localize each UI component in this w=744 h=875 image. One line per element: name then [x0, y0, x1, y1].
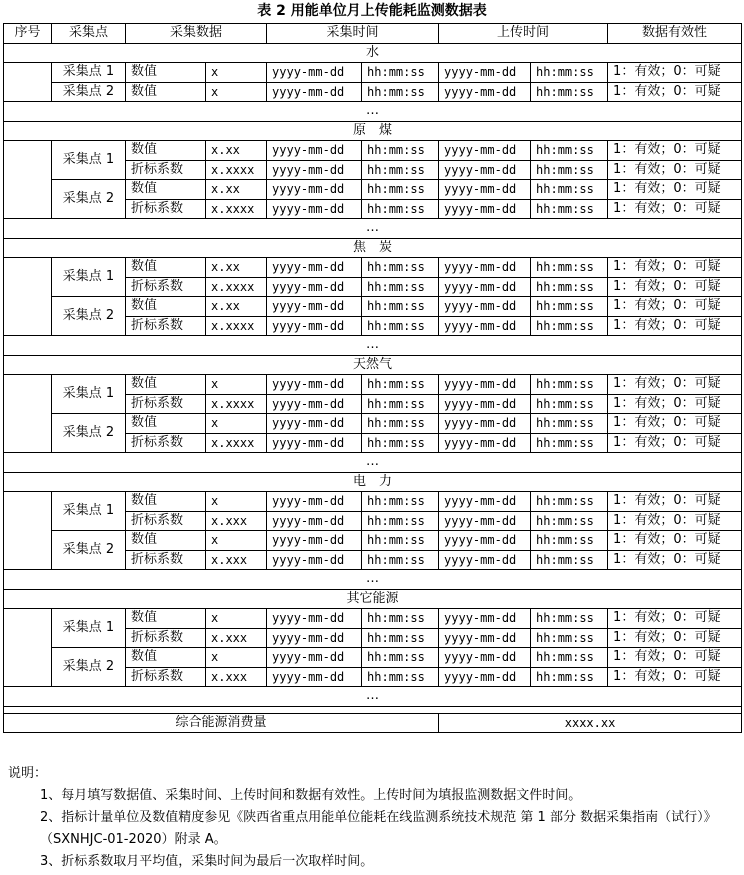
validity: 1：有效；0：可疑	[608, 297, 742, 317]
point-label: 采集点 1	[52, 258, 126, 297]
section-title: 水	[4, 43, 742, 63]
collect-date: yyyy-mm-dd	[267, 648, 362, 668]
data-value: x	[206, 609, 267, 629]
collect-time: hh:mm:ss	[362, 82, 439, 102]
validity: 1：有效；0：可疑	[608, 375, 742, 395]
upload-date: yyyy-mm-dd	[439, 394, 531, 414]
data-item: 折标系数	[126, 550, 206, 570]
table-title: 表 2 用能单位月上传能耗监测数据表	[257, 3, 487, 19]
point-label: 采集点 2	[52, 297, 126, 336]
collect-time: hh:mm:ss	[362, 628, 439, 648]
validity: 1：有效；0：可疑	[608, 609, 742, 629]
collect-date: yyyy-mm-dd	[267, 277, 362, 297]
point-label: 采集点 1	[52, 63, 126, 83]
ellipsis: …	[4, 336, 742, 356]
validity: 1：有效；0：可疑	[608, 628, 742, 648]
upload-date: yyyy-mm-dd	[439, 82, 531, 102]
collect-time: hh:mm:ss	[362, 141, 439, 161]
upload-time: hh:mm:ss	[531, 667, 608, 687]
collect-time: hh:mm:ss	[362, 316, 439, 336]
collect-date: yyyy-mm-dd	[267, 414, 362, 434]
validity: 1：有效；0：可疑	[608, 258, 742, 278]
table-row	[4, 531, 742, 551]
section-title: 焦 炭	[4, 238, 742, 258]
validity: 1：有效；0：可疑	[608, 433, 742, 453]
upload-time: hh:mm:ss	[531, 63, 608, 83]
point-label: 采集点 2	[52, 82, 126, 102]
collect-date: yyyy-mm-dd	[267, 609, 362, 629]
data-item: 折标系数	[126, 628, 206, 648]
section-row	[4, 238, 742, 258]
collect-time: hh:mm:ss	[362, 648, 439, 668]
validity: 1：有效；0：可疑	[608, 511, 742, 531]
collect-time: hh:mm:ss	[362, 609, 439, 629]
data-item: 数值	[126, 82, 206, 102]
upload-time: hh:mm:ss	[531, 180, 608, 200]
upload-time: hh:mm:ss	[531, 511, 608, 531]
validity: 1：有效；0：可疑	[608, 141, 742, 161]
section-title: 其它能源	[4, 589, 742, 609]
upload-time: hh:mm:ss	[531, 160, 608, 180]
collect-date: yyyy-mm-dd	[267, 258, 362, 278]
collect-date: yyyy-mm-dd	[267, 82, 362, 102]
table-header-row	[4, 24, 742, 44]
collect-date: yyyy-mm-dd	[267, 492, 362, 512]
upload-date: yyyy-mm-dd	[439, 609, 531, 629]
data-item: 数值	[126, 63, 206, 83]
upload-time: hh:mm:ss	[531, 550, 608, 570]
data-value: x.xxx	[206, 550, 267, 570]
collect-time: hh:mm:ss	[362, 160, 439, 180]
data-value: x	[206, 492, 267, 512]
collect-date: yyyy-mm-dd	[267, 160, 362, 180]
data-item: 数值	[126, 180, 206, 200]
validity: 1：有效；0：可疑	[608, 82, 742, 102]
upload-date: yyyy-mm-dd	[439, 199, 531, 219]
data-item: 折标系数	[126, 511, 206, 531]
table-row	[4, 180, 742, 200]
table-row	[4, 648, 742, 668]
upload-date: yyyy-mm-dd	[439, 63, 531, 83]
upload-date: yyyy-mm-dd	[439, 628, 531, 648]
note-item-1: 1、每月填写数据值、采集时间、上传时间和数据有效性。上传时间为填报监测数据文件时间。	[40, 788, 582, 803]
upload-time: hh:mm:ss	[531, 414, 608, 434]
upload-date: yyyy-mm-dd	[439, 550, 531, 570]
validity: 1：有效；0：可疑	[608, 414, 742, 434]
data-value: x.xxxx	[206, 199, 267, 219]
point-label: 采集点 2	[52, 414, 126, 453]
ellipsis-row	[4, 453, 742, 473]
data-value: x.xx	[206, 180, 267, 200]
table-row	[4, 609, 742, 629]
upload-date: yyyy-mm-dd	[439, 414, 531, 434]
header-data: 采集数据	[126, 24, 267, 44]
data-item: 折标系数	[126, 160, 206, 180]
validity: 1：有效；0：可疑	[608, 492, 742, 512]
upload-date: yyyy-mm-dd	[439, 511, 531, 531]
collect-time: hh:mm:ss	[362, 433, 439, 453]
header-validity: 数据有效性	[608, 24, 742, 44]
note-item-2: 2、指标计量单位及数值精度参见《陕西省重点用能单位能耗在线监测系统技术规范 第 1 部分 数据采集指南（试行）》（SXNHJC-01-2020）附录 A。	[40, 810, 717, 847]
spacer-cell	[4, 706, 742, 713]
spacer-row	[4, 706, 742, 713]
data-value: x.xxxx	[206, 277, 267, 297]
collect-time: hh:mm:ss	[362, 180, 439, 200]
collect-time: hh:mm:ss	[362, 394, 439, 414]
upload-time: hh:mm:ss	[531, 141, 608, 161]
collect-time: hh:mm:ss	[362, 414, 439, 434]
ellipsis: …	[4, 570, 742, 590]
upload-time: hh:mm:ss	[531, 628, 608, 648]
data-value: x	[206, 63, 267, 83]
upload-date: yyyy-mm-dd	[439, 180, 531, 200]
data-value: x.xxxx	[206, 433, 267, 453]
upload-date: yyyy-mm-dd	[439, 297, 531, 317]
data-value: x.xx	[206, 258, 267, 278]
data-value: x.xxxx	[206, 394, 267, 414]
header-collect-time: 采集时间	[267, 24, 439, 44]
data-item: 折标系数	[126, 667, 206, 687]
collect-time: hh:mm:ss	[362, 63, 439, 83]
data-value: x.xxx	[206, 511, 267, 531]
upload-time: hh:mm:ss	[531, 297, 608, 317]
upload-time: hh:mm:ss	[531, 609, 608, 629]
point-label: 采集点 1	[52, 492, 126, 531]
data-item: 折标系数	[126, 199, 206, 219]
section-row	[4, 121, 742, 141]
upload-time: hh:mm:ss	[531, 82, 608, 102]
collect-time: hh:mm:ss	[362, 667, 439, 687]
data-item: 数值	[126, 414, 206, 434]
section-row	[4, 355, 742, 375]
collect-time: hh:mm:ss	[362, 258, 439, 278]
data-item: 折标系数	[126, 433, 206, 453]
ellipsis: …	[4, 453, 742, 473]
seq-cell	[4, 375, 52, 453]
upload-date: yyyy-mm-dd	[439, 648, 531, 668]
collect-date: yyyy-mm-dd	[267, 433, 362, 453]
data-value: x.xxxx	[206, 316, 267, 336]
notes	[8, 763, 738, 873]
collect-date: yyyy-mm-dd	[267, 531, 362, 551]
collect-date: yyyy-mm-dd	[267, 141, 362, 161]
upload-date: yyyy-mm-dd	[439, 258, 531, 278]
validity: 1：有效；0：可疑	[608, 180, 742, 200]
upload-time: hh:mm:ss	[531, 433, 608, 453]
collect-time: hh:mm:ss	[362, 375, 439, 395]
collect-date: yyyy-mm-dd	[267, 316, 362, 336]
table-row	[4, 492, 742, 512]
collect-time: hh:mm:ss	[362, 297, 439, 317]
table-row	[4, 375, 742, 395]
table-row	[4, 82, 742, 102]
point-label: 采集点 1	[52, 141, 126, 180]
table-row	[4, 63, 742, 83]
validity: 1：有效；0：可疑	[608, 550, 742, 570]
collect-date: yyyy-mm-dd	[267, 511, 362, 531]
collect-time: hh:mm:ss	[362, 531, 439, 551]
data-value: x.xxx	[206, 667, 267, 687]
data-item: 折标系数	[126, 277, 206, 297]
validity: 1：有效；0：可疑	[608, 277, 742, 297]
point-label: 采集点 1	[52, 609, 126, 648]
upload-time: hh:mm:ss	[531, 199, 608, 219]
seq-cell	[4, 492, 52, 570]
total-label: 综合能源消费量	[4, 713, 439, 733]
upload-date: yyyy-mm-dd	[439, 316, 531, 336]
table-row	[4, 297, 742, 317]
upload-time: hh:mm:ss	[531, 492, 608, 512]
collect-date: yyyy-mm-dd	[267, 550, 362, 570]
upload-time: hh:mm:ss	[531, 277, 608, 297]
collect-date: yyyy-mm-dd	[267, 199, 362, 219]
validity: 1：有效；0：可疑	[608, 63, 742, 83]
table-row	[4, 258, 742, 278]
seq-cell	[4, 141, 52, 219]
data-item: 折标系数	[126, 394, 206, 414]
collect-time: hh:mm:ss	[362, 199, 439, 219]
data-value: x.xxx	[206, 628, 267, 648]
data-item: 数值	[126, 141, 206, 161]
upload-time: hh:mm:ss	[531, 648, 608, 668]
data-item: 数值	[126, 648, 206, 668]
section-row	[4, 589, 742, 609]
header-point: 采集点	[52, 24, 126, 44]
data-value: x.xx	[206, 297, 267, 317]
collect-time: hh:mm:ss	[362, 277, 439, 297]
collect-date: yyyy-mm-dd	[267, 394, 362, 414]
upload-date: yyyy-mm-dd	[439, 375, 531, 395]
data-item: 数值	[126, 375, 206, 395]
ellipsis-row	[4, 687, 742, 707]
data-item: 折标系数	[126, 316, 206, 336]
collect-time: hh:mm:ss	[362, 511, 439, 531]
ellipsis-row	[4, 336, 742, 356]
collect-date: yyyy-mm-dd	[267, 297, 362, 317]
seq-cell	[4, 258, 52, 336]
energy-data-table	[3, 23, 742, 733]
upload-date: yyyy-mm-dd	[439, 433, 531, 453]
total-value: xxxx.xx	[439, 713, 742, 733]
upload-time: hh:mm:ss	[531, 375, 608, 395]
ellipsis-row	[4, 102, 742, 122]
section-title: 电 力	[4, 472, 742, 492]
data-value: x	[206, 648, 267, 668]
validity: 1：有效；0：可疑	[608, 199, 742, 219]
validity: 1：有效；0：可疑	[608, 531, 742, 551]
point-label: 采集点 2	[52, 648, 126, 687]
header-seq: 序号	[4, 24, 52, 44]
data-value: x.xx	[206, 141, 267, 161]
upload-time: hh:mm:ss	[531, 394, 608, 414]
data-item: 数值	[126, 531, 206, 551]
data-item: 数值	[126, 297, 206, 317]
point-label: 采集点 2	[52, 531, 126, 570]
upload-date: yyyy-mm-dd	[439, 141, 531, 161]
table-row	[4, 141, 742, 161]
upload-date: yyyy-mm-dd	[439, 667, 531, 687]
ellipsis-row	[4, 570, 742, 590]
collect-date: yyyy-mm-dd	[267, 180, 362, 200]
notes-heading: 说明：	[8, 766, 48, 781]
data-value: x.xxxx	[206, 160, 267, 180]
upload-date: yyyy-mm-dd	[439, 531, 531, 551]
ellipsis: …	[4, 687, 742, 707]
seq-cell	[4, 609, 52, 687]
section-title: 原 煤	[4, 121, 742, 141]
upload-time: hh:mm:ss	[531, 316, 608, 336]
collect-date: yyyy-mm-dd	[267, 375, 362, 395]
collect-date: yyyy-mm-dd	[267, 628, 362, 648]
seq-cell	[4, 63, 52, 102]
ellipsis: …	[4, 102, 742, 122]
note-item-3: 3、折标系数取月平均值，采集时间为最后一次取样时间。	[40, 854, 374, 869]
total-row	[4, 713, 742, 733]
collect-time: hh:mm:ss	[362, 550, 439, 570]
section-row	[4, 472, 742, 492]
collect-date: yyyy-mm-dd	[267, 667, 362, 687]
table-row	[4, 414, 742, 434]
data-item: 数值	[126, 492, 206, 512]
data-value: x	[206, 375, 267, 395]
upload-time: hh:mm:ss	[531, 258, 608, 278]
upload-date: yyyy-mm-dd	[439, 492, 531, 512]
point-label: 采集点 2	[52, 180, 126, 219]
validity: 1：有效；0：可疑	[608, 648, 742, 668]
ellipsis: …	[4, 219, 742, 239]
section-row	[4, 43, 742, 63]
data-value: x	[206, 531, 267, 551]
table-body	[4, 24, 742, 733]
collect-time: hh:mm:ss	[362, 492, 439, 512]
point-label: 采集点 1	[52, 375, 126, 414]
upload-time: hh:mm:ss	[531, 531, 608, 551]
section-title: 天然气	[4, 355, 742, 375]
upload-date: yyyy-mm-dd	[439, 160, 531, 180]
upload-date: yyyy-mm-dd	[439, 277, 531, 297]
data-item: 数值	[126, 258, 206, 278]
validity: 1：有效；0：可疑	[608, 667, 742, 687]
collect-date: yyyy-mm-dd	[267, 63, 362, 83]
data-value: x	[206, 82, 267, 102]
validity: 1：有效；0：可疑	[608, 316, 742, 336]
data-item: 数值	[126, 609, 206, 629]
header-upload-time: 上传时间	[439, 24, 608, 44]
validity: 1：有效；0：可疑	[608, 394, 742, 414]
validity: 1：有效；0：可疑	[608, 160, 742, 180]
ellipsis-row	[4, 219, 742, 239]
data-value: x	[206, 414, 267, 434]
